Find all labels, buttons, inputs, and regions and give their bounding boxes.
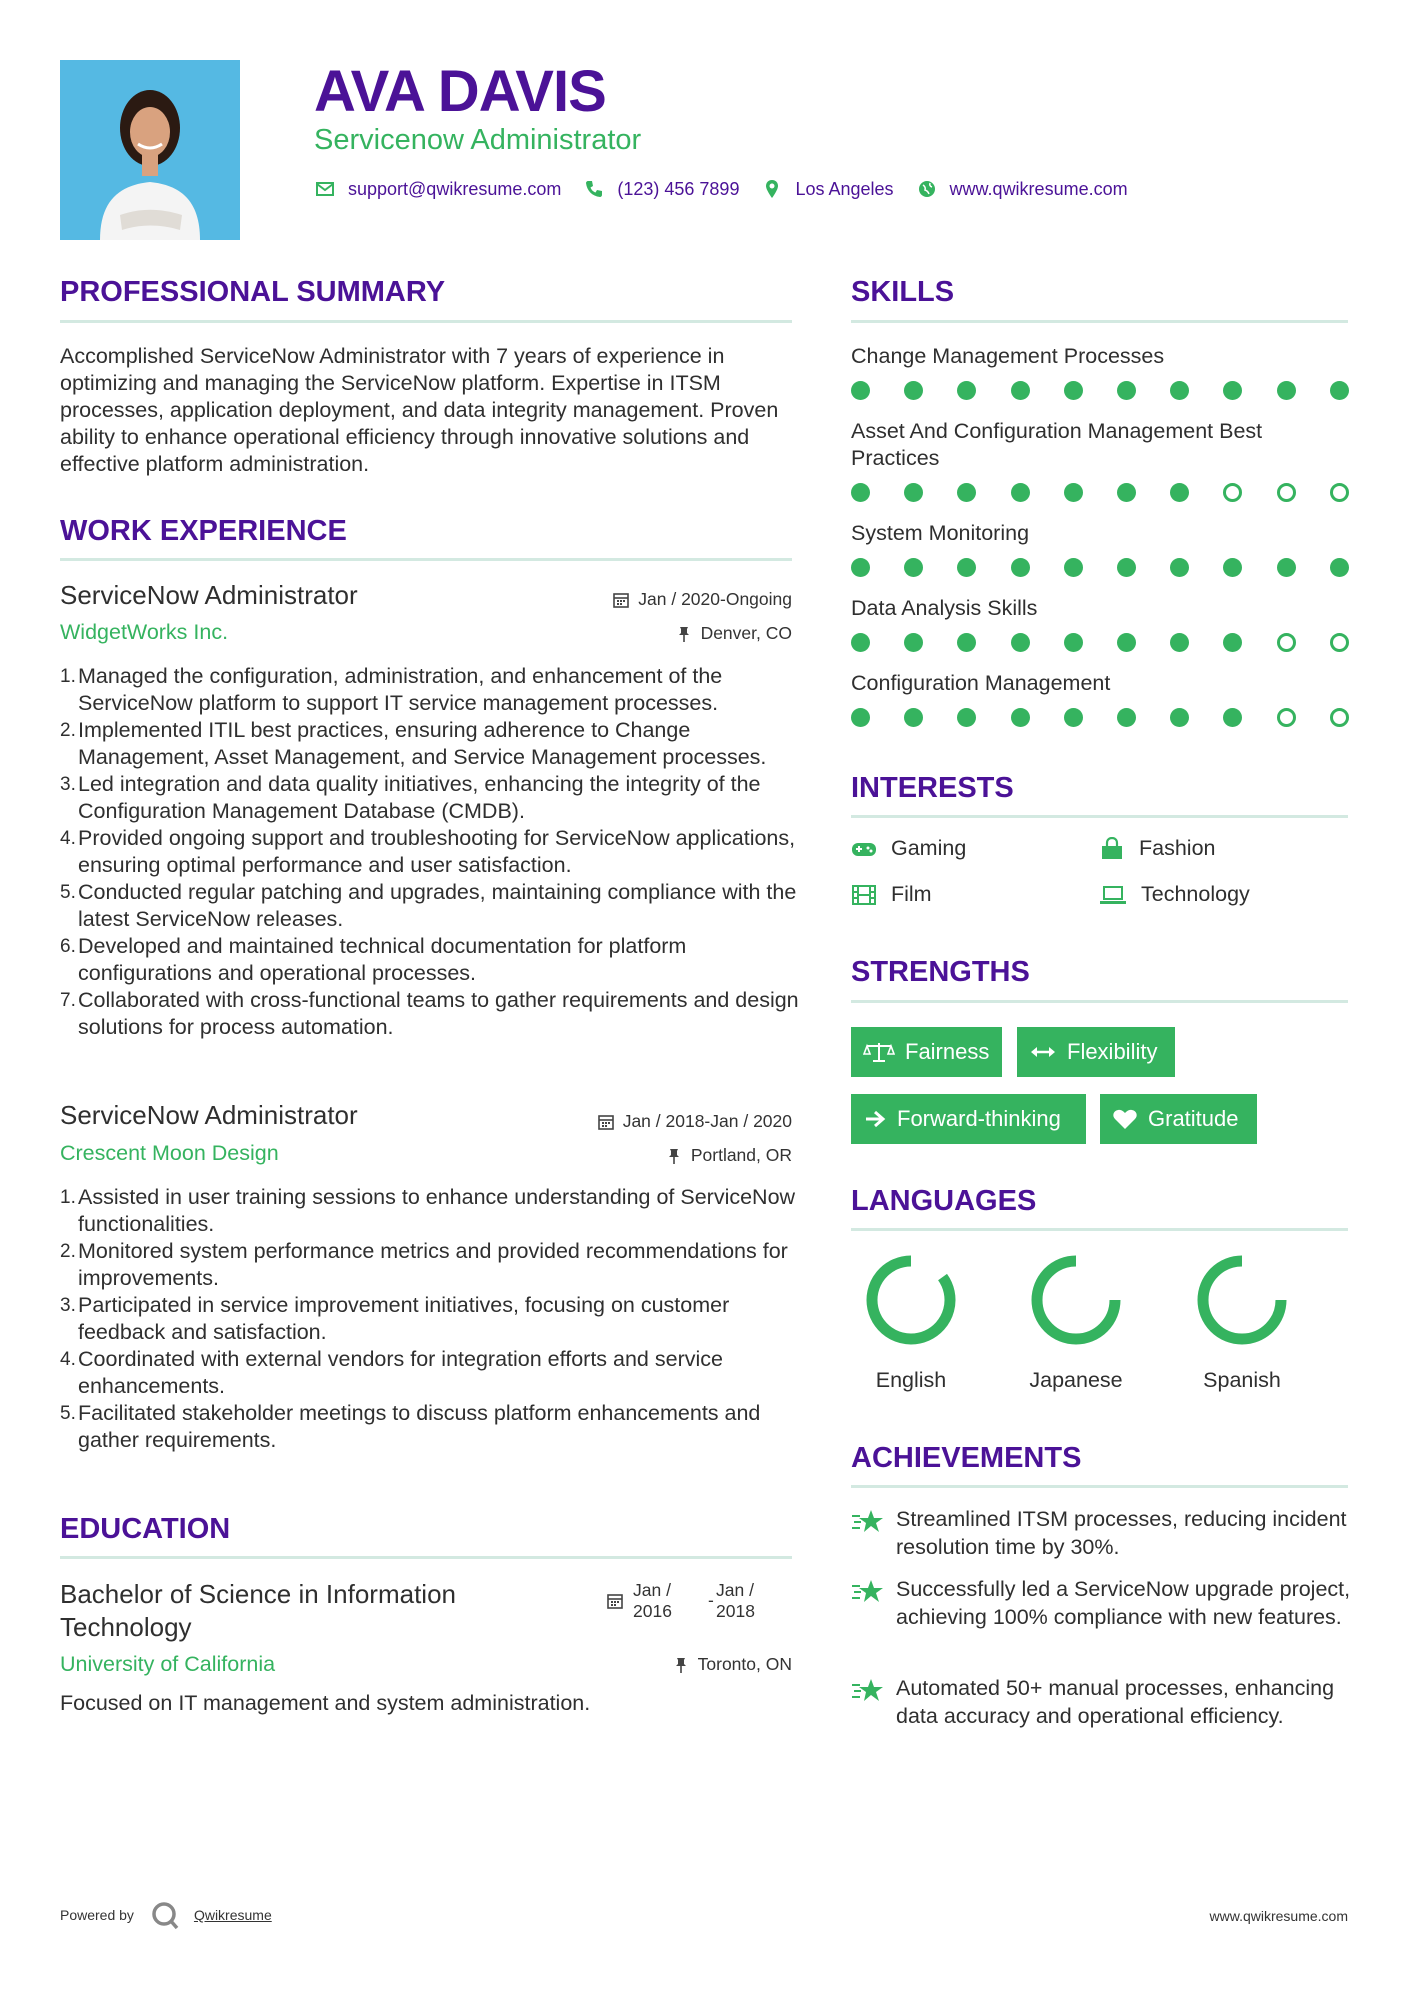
strength-badge	[851, 1027, 1002, 1077]
rating-dot-filled	[1223, 558, 1242, 577]
education-degree: Bachelor of Science in Information Technology	[60, 1579, 456, 1642]
rating-dot-filled	[851, 483, 870, 502]
qwikresume-logo-icon	[150, 1900, 180, 1930]
rating-dot-empty	[1330, 483, 1349, 502]
rating-dot-filled	[1011, 708, 1030, 727]
powered-by-label: Powered by	[60, 1907, 134, 1923]
duty-item: Implemented ITIL best practices, ensuring adherence to Change Management, Asset Management, and Service Management processes.	[78, 718, 767, 769]
rating-dot-empty	[1330, 633, 1349, 652]
star-trophy-icon	[851, 1577, 885, 1607]
candidate-name: AVA DAVIS	[314, 59, 606, 124]
contact-bar	[314, 178, 1150, 200]
job-1-company: WidgetWorks Inc.	[60, 620, 229, 644]
duty-item: Managed the configuration, administration, and enhancement of the ServiceNow platform to support IT service management processes.	[78, 664, 723, 715]
skill-name: Data Analysis Skills	[851, 596, 1038, 620]
job-2-duties	[60, 1184, 800, 1454]
interest-item	[1099, 836, 1216, 861]
rating-dot-filled	[1011, 381, 1030, 400]
laptop-icon	[1099, 884, 1127, 906]
strength-badge	[1017, 1027, 1175, 1077]
rating-dot-filled	[1330, 558, 1349, 577]
contact-location	[761, 178, 893, 200]
achievement-item	[851, 1674, 1351, 1764]
balance-scale-icon	[863, 1041, 895, 1063]
rating-dot-filled	[851, 633, 870, 652]
job-2-dates-text: Jan / 2018-Jan / 2020	[622, 1111, 792, 1131]
job-1-dates-text: Jan / 2020-Ongoing	[638, 589, 792, 609]
job-1-dates	[612, 589, 792, 610]
duty-item: Conducted regular patching and upgrades, maintaining compliance with the latest ServiceNow releases.	[78, 880, 797, 931]
rating-dot-filled	[1330, 381, 1349, 400]
rating-dot-filled	[1223, 633, 1242, 652]
education-location-text: Toronto, ON	[697, 1654, 792, 1674]
strength-badge	[1100, 1094, 1257, 1144]
job-2-dates	[597, 1111, 792, 1132]
rating-dot-filled	[957, 558, 976, 577]
education-divider	[60, 1556, 792, 1559]
interest-label: Fashion	[1139, 836, 1216, 860]
summary-heading: PROFESSIONAL SUMMARY	[60, 276, 446, 308]
rating-dot-filled	[1011, 483, 1030, 502]
education-end-month: Jan /	[716, 1580, 754, 1600]
education-start-month: Jan /	[633, 1580, 671, 1600]
achievement-item	[851, 1505, 1351, 1565]
rating-dot-filled	[957, 483, 976, 502]
strength-label: Forward-thinking	[897, 1106, 1061, 1131]
duty-item: Facilitated stakeholder meetings to discuss platform enhancements and gather requirements.	[78, 1401, 761, 1452]
double-arrow-icon	[1029, 1041, 1057, 1063]
summary-text: Accomplished ServiceNow Administrator with 7 years of experience in optimizing and managing the ServiceNow platform. Expertise in ITSM processes, application deployment, and data integrity management. Proven ability to enhance operational efficiency through innovative solutions and effective platform administration.	[60, 344, 779, 476]
education-school: University of California	[60, 1652, 276, 1676]
languages-divider	[851, 1228, 1348, 1231]
interest-item	[1099, 882, 1250, 907]
rating-dot-filled	[904, 381, 923, 400]
pushpin-icon	[672, 1656, 690, 1674]
education-heading: EDUCATION	[60, 1513, 231, 1545]
star-trophy-icon	[851, 1507, 885, 1537]
job-1-title: ServiceNow Administrator	[60, 580, 358, 610]
rating-dot-filled	[1277, 558, 1296, 577]
strengths-heading: STRENGTHS	[851, 956, 1030, 988]
skill-name: Asset And Configuration Management Best Practices	[851, 419, 1263, 470]
star-trophy-icon	[851, 1676, 885, 1706]
rating-dot-empty	[1277, 708, 1296, 727]
rating-dot-filled	[1064, 633, 1083, 652]
footer-url[interactable]: www.qwikresume.com	[1209, 1908, 1348, 1924]
skill-rating	[851, 708, 1351, 730]
map-pin-icon	[761, 178, 783, 200]
language-ring-arc	[1203, 1261, 1281, 1339]
profile-photo	[60, 60, 240, 240]
duty-item: Provided ongoing support and troubleshooting for ServiceNow applications, ensuring optimal performance and user satisfaction.	[78, 826, 796, 877]
rating-dot-filled	[1170, 483, 1189, 502]
contact-location-text: Los Angeles	[795, 178, 894, 199]
contact-email[interactable]	[314, 178, 561, 200]
language-label: English	[875, 1368, 947, 1392]
interest-label: Gaming	[891, 836, 967, 860]
rating-dot-filled	[957, 708, 976, 727]
globe-icon	[916, 178, 938, 200]
rating-dot-filled	[1117, 633, 1136, 652]
rating-dot-filled	[1011, 558, 1030, 577]
rating-dot-filled	[1117, 381, 1136, 400]
calendar-icon	[612, 591, 630, 609]
strength-label: Gratitude	[1148, 1106, 1239, 1131]
duty-item: Developed and maintained technical documentation for platform configurations and operational processes.	[78, 934, 687, 985]
skill-name: Configuration Management	[851, 671, 1111, 695]
duty-item: Assisted in user training sessions to enhance understanding of ServiceNow functionalities.	[78, 1185, 796, 1236]
rating-dot-filled	[957, 633, 976, 652]
language-label: Spanish	[1203, 1368, 1281, 1392]
interest-item	[851, 882, 932, 907]
contact-website[interactable]	[916, 178, 1128, 200]
interest-label: Technology	[1141, 882, 1250, 906]
rating-dot-filled	[1223, 381, 1242, 400]
duty-item: Monitored system performance metrics and provided recommendations for improvements.	[78, 1239, 788, 1290]
language-ring	[1006, 1250, 1146, 1350]
achievements-heading: ACHIEVEMENTS	[851, 1442, 1082, 1474]
pushpin-icon	[675, 625, 693, 643]
rating-dot-filled	[851, 558, 870, 577]
rating-dot-filled	[1064, 708, 1083, 727]
calendar-icon	[606, 1592, 624, 1610]
education-location	[672, 1654, 792, 1675]
education-start-year: 2016	[633, 1601, 672, 1621]
job-2-location-text: Portland, OR	[690, 1145, 792, 1165]
arrow-right-icon	[863, 1108, 887, 1130]
contact-email-text: support@qwikresume.com	[348, 178, 562, 199]
job-2-location	[665, 1145, 792, 1166]
contact-phone[interactable]	[583, 178, 739, 200]
language-ring-arc	[1037, 1261, 1115, 1339]
rating-dot-filled	[1064, 558, 1083, 577]
shopping-bag-icon	[1099, 837, 1125, 861]
strengths-divider	[851, 1000, 1348, 1003]
rating-dot-empty	[1277, 633, 1296, 652]
skills-divider	[851, 320, 1348, 323]
duty-item: Led integration and data quality initiatives, enhancing the integrity of the Configuration Management Database (CMDB).	[78, 772, 761, 823]
achievement-text: Automated 50+ manual processes, enhancing data accuracy and operational efficiency.	[896, 1676, 1335, 1728]
rating-dot-filled	[851, 381, 870, 400]
pushpin-icon	[665, 1147, 683, 1165]
skill-name: Change Management Processes	[851, 344, 1165, 368]
education-end-year: 2018	[716, 1601, 755, 1621]
rating-dot-filled	[1064, 381, 1083, 400]
rating-dot-filled	[1170, 708, 1189, 727]
rating-dot-filled	[904, 558, 923, 577]
languages-heading: LANGUAGES	[851, 1185, 1037, 1217]
interest-item	[851, 836, 966, 861]
rating-dot-filled	[1277, 381, 1296, 400]
interest-label: Film	[891, 882, 932, 906]
strength-badge	[851, 1094, 1086, 1144]
footer-powered-by	[60, 1900, 272, 1930]
skill-rating	[851, 558, 1351, 580]
rating-dot-filled	[851, 708, 870, 727]
rating-dot-filled	[957, 381, 976, 400]
rating-dot-filled	[1117, 708, 1136, 727]
skills-heading: SKILLS	[851, 276, 955, 308]
phone-icon	[583, 178, 605, 200]
job-2-title: ServiceNow Administrator	[60, 1100, 358, 1130]
education-description: Focused on IT management and system administration.	[60, 1691, 591, 1715]
rating-dot-filled	[1117, 483, 1136, 502]
skill-rating	[851, 483, 1351, 505]
film-icon	[851, 884, 877, 906]
language-ring	[841, 1250, 981, 1350]
qwikresume-link[interactable]: Qwikresume	[193, 1907, 272, 1923]
achievements-divider	[851, 1485, 1348, 1488]
education-date-dash: -	[708, 1590, 714, 1610]
calendar-icon	[597, 1113, 615, 1131]
heart-icon	[1112, 1108, 1138, 1130]
rating-dot-filled	[1170, 633, 1189, 652]
job-1-duties	[60, 663, 800, 1041]
rating-dot-filled	[1223, 708, 1242, 727]
rating-dot-empty	[1223, 483, 1242, 502]
duty-item: Collaborated with cross-functional teams to gather requirements and design solutions for process automation.	[78, 988, 799, 1039]
duty-item: Coordinated with external vendors for integration efforts and service enhancements.	[78, 1347, 723, 1398]
achievement-text: Streamlined ITSM processes, reducing incident resolution time by 30%.	[896, 1507, 1347, 1559]
rating-dot-empty	[1330, 708, 1349, 727]
language-ring	[1172, 1250, 1312, 1350]
rating-dot-filled	[1117, 558, 1136, 577]
strength-label: Fairness	[905, 1039, 990, 1064]
strength-label: Flexibility	[1067, 1039, 1158, 1064]
job-1-location	[675, 623, 792, 644]
language-ring-arc	[872, 1261, 950, 1339]
rating-dot-empty	[1277, 483, 1296, 502]
skill-rating	[851, 633, 1351, 655]
experience-divider	[60, 558, 792, 561]
achievement-item	[851, 1575, 1351, 1665]
job-2-company: Crescent Moon Design	[60, 1141, 279, 1165]
language-label: Japanese	[1029, 1368, 1123, 1392]
skill-rating	[851, 381, 1351, 403]
achievement-text: Successfully led a ServiceNow upgrade project, achieving 100% compliance with new features.	[896, 1577, 1351, 1629]
contact-website-text: www.qwikresume.com	[949, 178, 1128, 199]
interests-divider	[851, 815, 1348, 818]
rating-dot-filled	[1011, 633, 1030, 652]
rating-dot-filled	[904, 483, 923, 502]
skill-name: System Monitoring	[851, 521, 1030, 545]
interests-heading: INTERESTS	[851, 772, 1014, 804]
gamepad-icon	[851, 838, 877, 860]
summary-divider	[60, 320, 792, 323]
candidate-title: Servicenow Administrator	[314, 124, 642, 156]
envelope-icon	[314, 178, 336, 200]
contact-phone-text: (123) 456 7899	[617, 178, 740, 199]
rating-dot-filled	[904, 708, 923, 727]
rating-dot-filled	[1170, 381, 1189, 400]
experience-heading: WORK EXPERIENCE	[60, 515, 347, 547]
duty-item: Participated in service improvement initiatives, focusing on customer feedback and satisfaction.	[78, 1293, 730, 1344]
rating-dot-filled	[1064, 483, 1083, 502]
job-1-location-text: Denver, CO	[700, 623, 792, 643]
rating-dot-filled	[1170, 558, 1189, 577]
rating-dot-filled	[904, 633, 923, 652]
